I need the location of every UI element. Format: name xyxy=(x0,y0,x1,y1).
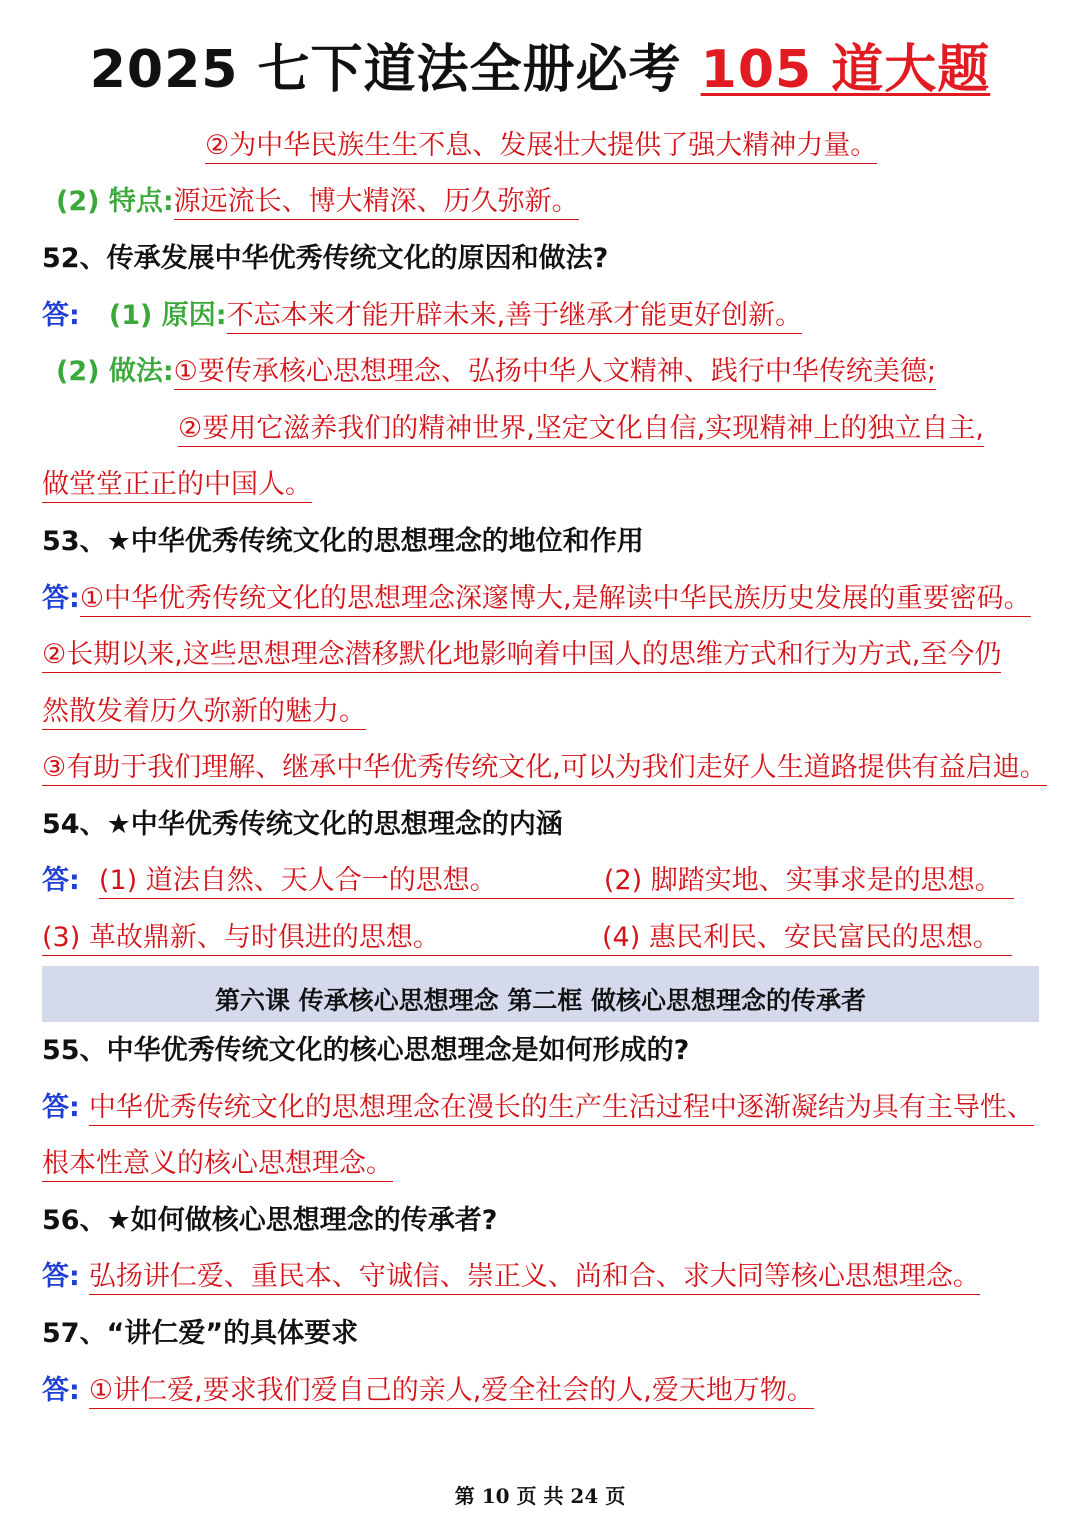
answer-line xyxy=(56,188,579,220)
answer-text: 不忘本来才能开辟未来,善于继承才能更好创新。 xyxy=(227,302,803,334)
answer-line xyxy=(42,698,366,730)
question-52: 52、传承发展中华优秀传统文化的原因和做法? xyxy=(42,243,609,274)
answer-label: 答: xyxy=(42,300,80,331)
answer-line xyxy=(42,924,1012,956)
answer-label: 答: xyxy=(42,583,80,614)
answer-line xyxy=(42,754,1047,786)
sub-label: (1) 原因: xyxy=(108,300,227,331)
question-56: 56、★如何做核心思想理念的传承者? xyxy=(42,1205,498,1236)
answer-line xyxy=(42,1377,814,1409)
question-53: 53、★中华优秀传统文化的思想理念的地位和作用 xyxy=(42,526,644,557)
answer-line xyxy=(42,867,1014,899)
answer-text: ②要用它滋养我们的精神世界,坚定文化自信,实现精神上的独立自主, xyxy=(178,415,984,447)
answer-line xyxy=(205,132,877,164)
answer-text: ①要传承核心思想理念、弘扬中华人文精神、践行中华传统美德; xyxy=(174,358,936,390)
answer-text: ①中华优秀传统文化的思想理念深邃博大,是解读中华民族历史发展的重要密码。 xyxy=(80,585,1031,617)
sub-label: (2) 特点: xyxy=(56,186,174,217)
answer-line xyxy=(56,358,936,390)
answer-text: ②为中华民族生生不息、发展壮大提供了强大精神力量。 xyxy=(205,132,877,164)
answer-text: (1) 道法自然、天人合一的思想。 xyxy=(99,867,604,899)
answer-text: (4) 惠民利民、安民富民的思想。 xyxy=(602,924,1012,956)
title-main: 2025 七下道法全册必考 xyxy=(89,40,701,100)
answer-text: ③有助于我们理解、继承中华优秀传统文化,可以为我们走好人生道路提供有益启迪。 xyxy=(42,754,1047,786)
answer-line xyxy=(42,1150,393,1182)
answer-line xyxy=(178,415,984,447)
answer-text: 弘扬讲仁爱、重民本、守诚信、崇正义、尚和合、求大同等核心思想理念。 xyxy=(89,1263,980,1295)
answer-text: 源远流长、博大精深、历久弥新。 xyxy=(174,188,579,220)
answer-text: 根本性意义的核心思想理念。 xyxy=(42,1150,393,1182)
question-55: 55、中华优秀传统文化的核心思想理念是如何形成的? xyxy=(42,1035,690,1066)
answer-line xyxy=(42,471,312,503)
answer-line xyxy=(42,1263,980,1295)
answer-label: 答: xyxy=(42,1261,80,1292)
answer-label: 答: xyxy=(42,1092,80,1123)
page-title xyxy=(0,40,1080,100)
answer-text: ①讲仁爱,要求我们爱自己的亲人,爱全社会的人,爱天地万物。 xyxy=(89,1377,814,1409)
answer-label: 答: xyxy=(42,865,80,896)
answer-text: 然散发着历久弥新的魅力。 xyxy=(42,698,366,730)
answer-line xyxy=(42,302,802,334)
answer-line xyxy=(42,641,1001,673)
sub-label: (2) 做法: xyxy=(56,356,174,387)
answer-text: (3) 革故鼎新、与时俱进的思想。 xyxy=(42,924,602,956)
answer-line xyxy=(42,1094,1034,1126)
answer-text: ②长期以来,这些思想理念潜移默化地影响着中国人的思维方式和行为方式,至今仍 xyxy=(42,641,1001,673)
answer-text: (2) 脚踏实地、实事求是的思想。 xyxy=(604,867,1014,899)
page-footer: 第 10 页 共 24 页 xyxy=(454,1484,626,1508)
question-57: 57、“讲仁爱”的具体要求 xyxy=(42,1318,359,1349)
answer-text: 中华优秀传统文化的思想理念在漫长的生产生活过程中逐渐凝结为具有主导性、 xyxy=(89,1094,1034,1126)
question-54: 54、★中华优秀传统文化的思想理念的内涵 xyxy=(42,809,563,840)
title-highlight: 105 道大题 xyxy=(700,40,991,100)
section-title: 第六课 传承核心思想理念 第二框 做核心思想理念的传承者 xyxy=(214,986,867,1015)
answer-text: 做堂堂正正的中国人。 xyxy=(42,471,312,503)
answer-line xyxy=(42,585,1031,617)
answer-label: 答: xyxy=(42,1375,80,1406)
